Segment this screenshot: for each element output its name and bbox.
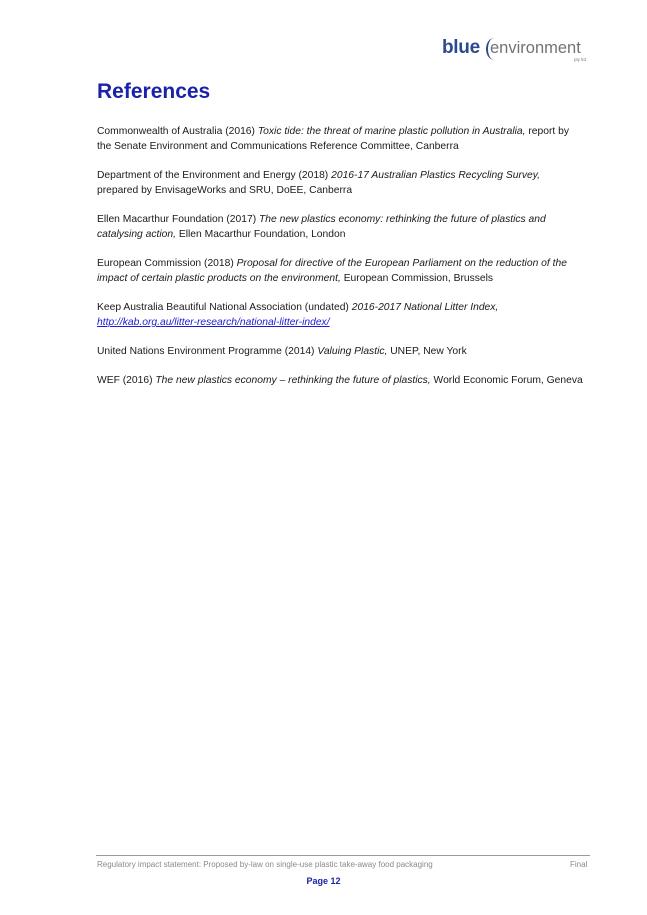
reference-details: UNEP, New York [387,346,467,357]
reference-title: The new plastics economy – rethinking the future of plastics, [155,375,431,386]
reference-link[interactable]: http://kab.org.au/litter-research/national-litter-index/ [97,317,330,328]
reference-author: Ellen Macarthur Foundation (2017) [97,214,259,225]
reference-title: Valuing Plastic, [317,346,388,357]
reference-item [97,256,583,286]
logo-word-environment: environment [490,39,581,57]
reference-details: World Economic Forum, Geneva [430,375,583,386]
footer-document-title: Regulatory impact statement: Proposed by-law on single-use plastic take-away food packaging [97,860,433,869]
reference-item [97,212,583,242]
company-logo [442,36,592,66]
reference-author: WEF (2016) [97,375,156,386]
footer-status: Final [570,860,588,869]
reference-item [97,344,583,359]
reference-details: European Commission, Brussels [340,273,494,284]
reference-details: prepared by EnvisageWorks and SRU, DoEE, Canberra [97,185,353,196]
reference-author: United Nations Environment Programme (2014) [97,346,318,357]
reference-title: Toxic tide: the threat of marine plastic pollution in Australia, [257,126,526,137]
reference-title: 2016-17 Australian Plastics Recycling Survey, [331,170,541,181]
reference-author: European Commission (2018) [97,258,237,269]
reference-details: report by the Senate Environment and Communications Reference Committee, Canberra [97,126,569,152]
reference-author: Keep Australia Beautiful National Association (undated) [97,302,352,313]
reference-item [97,168,583,198]
page-title: References [97,80,211,103]
footer-divider [96,855,590,856]
reference-title: 2016-2017 National Litter Index, [351,302,499,313]
reference-item [97,373,583,388]
reference-list [97,124,583,402]
logo-subtext: pty ltd [574,57,587,62]
reference-item [97,124,583,154]
reference-author: Commonwealth of Australia (2016) [97,126,258,137]
reference-item [97,300,583,330]
logo-word-blue: blue [442,37,480,58]
reference-details: Ellen Macarthur Foundation, London [176,229,346,240]
reference-title: Proposal for directive of the European Parliament on the reduction of the impact of certain plastic products on the environment, [97,258,567,284]
reference-author: Department of the Environment and Energy (2018) [97,170,332,181]
page-number: Page 12 [306,876,341,886]
reference-title: The new plastics economy: rethinking the future of plastics and catalysing action, [97,214,546,240]
